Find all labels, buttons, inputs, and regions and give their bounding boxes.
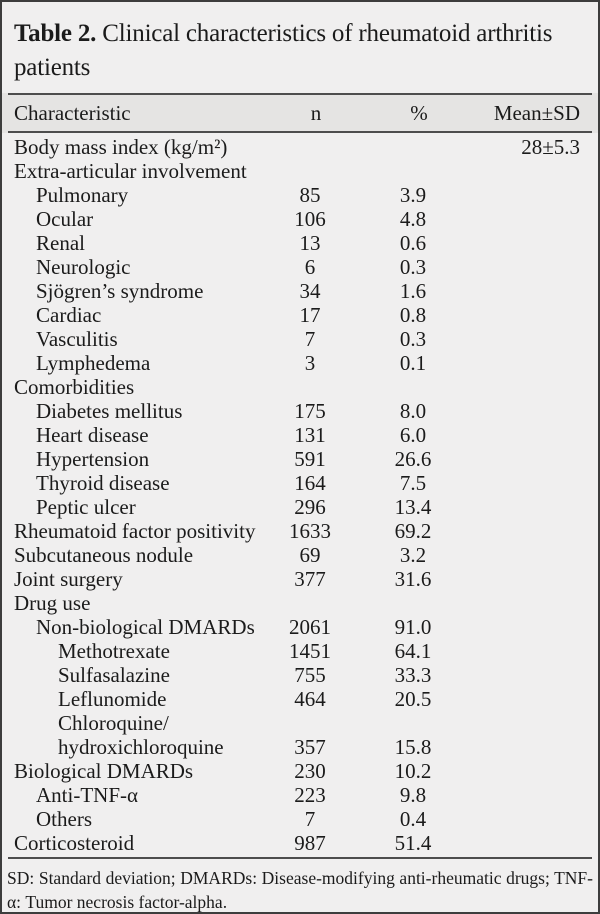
row-n: 85 bbox=[299, 183, 321, 207]
row-mean-sd bbox=[473, 711, 598, 735]
row-label: Heart disease bbox=[36, 423, 149, 447]
row-mean-sd bbox=[473, 447, 598, 471]
row-mean-sd bbox=[473, 663, 598, 687]
table-row bbox=[2, 567, 598, 591]
row-n bbox=[267, 159, 353, 183]
row-label: Biological DMARDs bbox=[14, 759, 194, 783]
row-mean-sd bbox=[473, 351, 598, 375]
table-row bbox=[2, 807, 598, 831]
row-percent: 31.6 bbox=[394, 567, 432, 591]
row-percent: 33.3 bbox=[394, 663, 432, 687]
row-percent: 4.8 bbox=[399, 207, 427, 231]
row-n: 6 bbox=[304, 255, 316, 279]
row-mean-sd bbox=[473, 207, 598, 231]
row-n: 34 bbox=[299, 279, 321, 303]
table-header-row bbox=[8, 93, 592, 133]
row-percent: 3.9 bbox=[399, 183, 427, 207]
table-row bbox=[2, 423, 598, 447]
row-label: Thyroid disease bbox=[36, 471, 170, 495]
row-n: 230 bbox=[294, 759, 326, 783]
table-row bbox=[2, 519, 598, 543]
row-percent bbox=[353, 135, 473, 159]
row-n: 987 bbox=[294, 831, 326, 855]
row-mean-sd bbox=[473, 543, 598, 567]
row-percent: 0.3 bbox=[399, 327, 427, 351]
row-mean-sd bbox=[473, 831, 598, 855]
row-n: 2061 bbox=[289, 615, 331, 639]
table-row bbox=[2, 207, 598, 231]
row-percent bbox=[353, 375, 473, 399]
row-n: 106 bbox=[294, 207, 326, 231]
table-row bbox=[2, 135, 598, 159]
row-mean-sd bbox=[473, 591, 598, 615]
row-label: Chloroquine/ bbox=[58, 711, 169, 735]
table-row bbox=[2, 615, 598, 639]
table-header-band bbox=[2, 93, 598, 133]
row-mean-sd bbox=[473, 375, 598, 399]
row-label: Sjögren’s syndrome bbox=[36, 279, 204, 303]
row-n: 1451 bbox=[289, 639, 331, 663]
row-mean-sd bbox=[473, 279, 598, 303]
row-n bbox=[267, 135, 353, 159]
row-label: Sulfasalazine bbox=[58, 663, 170, 687]
row-percent: 15.8 bbox=[394, 735, 432, 759]
row-label: Ocular bbox=[36, 207, 94, 231]
row-n: 296 bbox=[294, 495, 326, 519]
row-label: Vasculitis bbox=[36, 327, 118, 351]
row-label: Hypertension bbox=[36, 447, 150, 471]
table-row bbox=[2, 591, 598, 615]
row-mean-sd bbox=[473, 423, 598, 447]
row-percent: 6.0 bbox=[399, 423, 427, 447]
row-label: Drug use bbox=[14, 591, 91, 615]
table-row bbox=[2, 351, 598, 375]
table-row bbox=[2, 255, 598, 279]
row-percent bbox=[353, 591, 473, 615]
table-row bbox=[2, 327, 598, 351]
row-mean-sd bbox=[473, 687, 598, 711]
row-mean-sd bbox=[473, 783, 598, 807]
row-percent bbox=[353, 159, 473, 183]
row-label: Peptic ulcer bbox=[36, 495, 136, 519]
row-n: 17 bbox=[299, 303, 321, 327]
row-n bbox=[267, 711, 353, 735]
row-percent: 9.8 bbox=[399, 783, 427, 807]
row-percent: 7.5 bbox=[399, 471, 427, 495]
row-percent: 0.6 bbox=[399, 231, 427, 255]
row-percent bbox=[353, 711, 473, 735]
table-row bbox=[2, 663, 598, 687]
row-percent: 1.6 bbox=[399, 279, 427, 303]
column-header-mean-sd: Mean±SD bbox=[493, 100, 580, 125]
row-label: Methotrexate bbox=[58, 639, 170, 663]
row-mean-sd bbox=[473, 567, 598, 591]
row-mean-sd bbox=[473, 327, 598, 351]
row-percent: 0.3 bbox=[399, 255, 427, 279]
row-n: 164 bbox=[294, 471, 326, 495]
table-row bbox=[2, 399, 598, 423]
row-n: 7 bbox=[304, 327, 316, 351]
row-percent: 64.1 bbox=[394, 639, 432, 663]
table-caption-title-line2: patients bbox=[14, 54, 91, 81]
row-n bbox=[267, 591, 353, 615]
table-row bbox=[2, 495, 598, 519]
row-label: Extra-articular involvement bbox=[14, 159, 247, 183]
row-mean-sd bbox=[473, 759, 598, 783]
row-label: Joint surgery bbox=[14, 567, 123, 591]
column-header-characteristic: Characteristic bbox=[14, 100, 131, 125]
row-label: Cardiac bbox=[36, 303, 102, 327]
row-label: Rheumatoid factor positivity bbox=[14, 519, 256, 543]
row-mean-sd: 28±5.3 bbox=[521, 135, 580, 159]
table-row bbox=[2, 159, 598, 183]
row-percent: 51.4 bbox=[394, 831, 432, 855]
row-n: 1633 bbox=[289, 519, 331, 543]
row-percent: 0.4 bbox=[399, 807, 427, 831]
row-n: 377 bbox=[294, 567, 326, 591]
row-n: 175 bbox=[294, 399, 326, 423]
row-percent: 13.4 bbox=[394, 495, 432, 519]
row-label: Corticosteroid bbox=[14, 831, 135, 855]
row-percent: 91.0 bbox=[394, 615, 432, 639]
row-label: Lymphedema bbox=[36, 351, 151, 375]
table-row bbox=[2, 303, 598, 327]
table-row bbox=[2, 639, 598, 663]
row-label: Renal bbox=[36, 231, 85, 255]
row-percent: 0.8 bbox=[399, 303, 427, 327]
row-label: Anti-TNF-α bbox=[36, 783, 138, 807]
row-percent: 0.1 bbox=[399, 351, 427, 375]
table-caption bbox=[2, 2, 598, 93]
table-row bbox=[2, 543, 598, 567]
row-mean-sd bbox=[473, 255, 598, 279]
table-row bbox=[2, 471, 598, 495]
table-row bbox=[2, 375, 598, 399]
table-caption-title-line1: Clinical characteristics of rheumatoid arthritis bbox=[102, 20, 553, 47]
row-mean-sd bbox=[473, 807, 598, 831]
row-mean-sd bbox=[473, 519, 598, 543]
row-label: Comorbidities bbox=[14, 375, 135, 399]
row-label: Non-biological DMARDs bbox=[36, 615, 255, 639]
table-row bbox=[2, 759, 598, 783]
row-label: Others bbox=[36, 807, 92, 831]
row-mean-sd bbox=[473, 159, 598, 183]
row-mean-sd bbox=[473, 183, 598, 207]
row-n: 755 bbox=[294, 663, 326, 687]
row-n: 591 bbox=[294, 447, 326, 471]
row-percent: 3.2 bbox=[399, 543, 427, 567]
row-mean-sd bbox=[473, 471, 598, 495]
column-header-n: n bbox=[310, 100, 322, 125]
row-n: 223 bbox=[294, 783, 326, 807]
row-n: 69 bbox=[299, 543, 321, 567]
table-caption-label: Table 2. bbox=[14, 20, 97, 47]
table-footnote: SD: Standard deviation; DMARDs: Disease-modifying anti-rheumatic drugs; TNF-α: Tumor necrosis factor-alpha. bbox=[7, 868, 593, 912]
row-mean-sd bbox=[473, 615, 598, 639]
row-label: Subcutaneous nodule bbox=[14, 543, 194, 567]
row-label: Body mass index (kg/m²) bbox=[14, 135, 228, 159]
row-n: 13 bbox=[299, 231, 321, 255]
row-n: 7 bbox=[304, 807, 316, 831]
row-mean-sd bbox=[473, 639, 598, 663]
table-body bbox=[2, 133, 598, 855]
table-row bbox=[2, 447, 598, 471]
row-label: Diabetes mellitus bbox=[36, 399, 183, 423]
row-label: Neurologic bbox=[36, 255, 131, 279]
row-n: 131 bbox=[294, 423, 326, 447]
row-mean-sd bbox=[473, 303, 598, 327]
row-percent: 10.2 bbox=[394, 759, 432, 783]
table-row bbox=[2, 687, 598, 711]
row-percent: 69.2 bbox=[394, 519, 432, 543]
row-n bbox=[267, 375, 353, 399]
table-row bbox=[2, 711, 598, 735]
row-label: Leflunomide bbox=[58, 687, 167, 711]
row-percent: 26.6 bbox=[394, 447, 432, 471]
column-header-percent: % bbox=[410, 100, 428, 125]
row-label: hydroxichloroquine bbox=[58, 735, 224, 759]
row-label: Pulmonary bbox=[36, 183, 129, 207]
row-percent: 8.0 bbox=[399, 399, 427, 423]
table-row bbox=[2, 735, 598, 759]
table-row bbox=[2, 279, 598, 303]
row-n: 464 bbox=[294, 687, 326, 711]
table-row bbox=[2, 831, 598, 855]
row-mean-sd bbox=[473, 399, 598, 423]
row-mean-sd bbox=[473, 735, 598, 759]
row-n: 357 bbox=[294, 735, 326, 759]
row-n: 3 bbox=[304, 351, 316, 375]
row-percent: 20.5 bbox=[394, 687, 432, 711]
row-mean-sd bbox=[473, 231, 598, 255]
table-row bbox=[2, 183, 598, 207]
table-row bbox=[2, 231, 598, 255]
row-mean-sd bbox=[473, 495, 598, 519]
table-row bbox=[2, 783, 598, 807]
